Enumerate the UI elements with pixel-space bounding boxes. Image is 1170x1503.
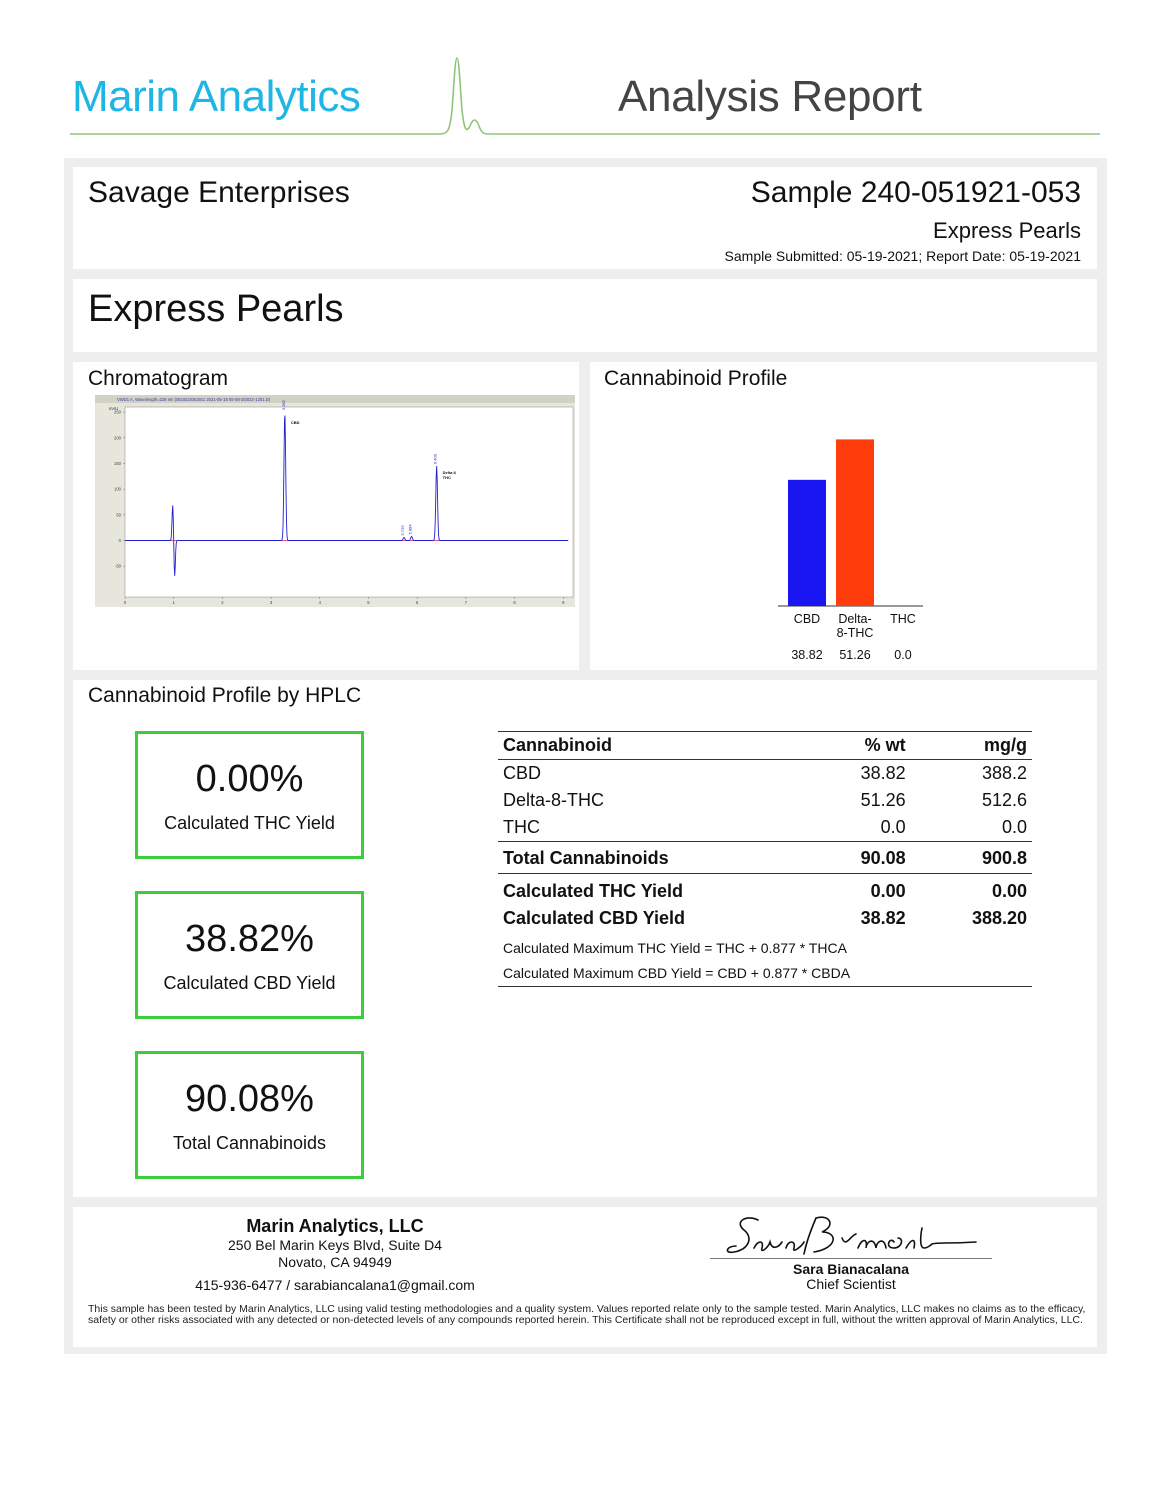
profile-value-label: 51.26 <box>839 648 871 662</box>
col-header-cannabinoid: Cannabinoid <box>498 732 808 760</box>
signature-line <box>710 1258 992 1259</box>
chromatogram-x-tick-label: 8 <box>513 600 516 605</box>
client-name: Savage Enterprises <box>88 176 350 209</box>
col-header-pct-wt: % wt <box>808 732 911 760</box>
profile-value-label: 38.82 <box>791 648 823 662</box>
profile-bar <box>836 439 874 606</box>
table-row <box>498 814 1032 842</box>
profile-category-label: Delta- <box>838 612 872 626</box>
chromatogram-x-tick-label: 5 <box>367 600 370 605</box>
sample-product: Express Pearls <box>933 218 1081 243</box>
signature-image <box>706 1208 996 1263</box>
chromatogram-image <box>95 395 575 607</box>
chromatogram-plot-area <box>125 407 573 597</box>
disclaimer-text: This sample has been tested by Marin Analytics, LLC using valid testing methodologies and a quality system. Values reported relate only to the sample tested. Marin Analytics, LLC makes no claims as to the efficacy, safety or other risks associated with any detected or non-detected levels of any compounds reported herein. This Certificate shall not be reproduced except in full, without the written approval of Marin Analytics, LLC. <box>88 1303 1086 1326</box>
cell-yield-mg: 0.00 <box>991 881 1027 901</box>
hplc-results-table <box>498 731 1032 987</box>
cell-total-label: Total Cannabinoids <box>498 842 808 874</box>
cell-yield-label: Calculated CBD Yield <box>503 908 686 928</box>
profile-category-label: THC <box>890 612 916 626</box>
chromatogram-y-tick-label: 150 <box>114 460 121 466</box>
table-row <box>498 760 1032 788</box>
kpi-value: 38.82% <box>185 918 314 960</box>
signer-title: Chief Scientist <box>806 1276 896 1292</box>
chromatogram-peak-rt: 5.729 <box>399 525 405 536</box>
kpi-label: Calculated THC Yield <box>164 813 335 833</box>
cell-total-mg: 900.8 <box>911 842 1032 874</box>
cell-yield-label: Calculated THC Yield <box>503 881 684 901</box>
chromatogram-x-tick-label: 1 <box>172 600 175 605</box>
report-title: Analysis Report <box>618 72 922 121</box>
kpi-thc-yield <box>135 731 364 859</box>
chromatogram-y-tick-label: 200 <box>114 435 121 441</box>
cell-pct-wt: 51.26 <box>860 790 906 810</box>
formula-note: Calculated Maximum THC Yield = THC + 0.877 * THCA <box>503 940 847 956</box>
sample-id: Sample 240-051921-053 <box>750 176 1081 209</box>
chromatogram-x-tick-label: 7 <box>464 600 468 605</box>
profile-category-label: 8-THC <box>836 626 874 640</box>
cell-cannabinoid: THC <box>503 817 540 837</box>
brand-logo-text: Marin Analytics <box>72 72 361 121</box>
cell-yield-pct: 38.82 <box>860 908 906 928</box>
table-note-row <box>498 961 1032 987</box>
chromatogram-y-tick-label: 250 <box>114 409 121 415</box>
cannabinoid-profile-chart <box>760 395 960 670</box>
kpi-value: 90.08% <box>185 1078 314 1120</box>
footer-address-1: 250 Bel Marin Keys Blvd, Suite D4 <box>228 1237 442 1253</box>
chromatogram-x-tick-label: 4 <box>318 600 321 605</box>
cell-pct-wt: 0.0 <box>880 817 906 837</box>
cell-mg-g: 512.6 <box>981 790 1027 810</box>
chromatogram-peak-rt: 6.400 <box>432 454 438 465</box>
cell-total-pct: 90.08 <box>808 842 911 874</box>
chromatogram-y-tick-label: 0 <box>118 538 121 544</box>
chromatogram-x-tick-label: 0 <box>123 600 127 605</box>
cell-yield-pct: 0.00 <box>870 881 906 901</box>
kpi-cbd-yield <box>135 891 364 1019</box>
footer-address-2: Novato, CA 94949 <box>278 1254 392 1270</box>
chromatogram-peak-rt: 5.884 <box>407 524 413 535</box>
kpi-label: Calculated CBD Yield <box>163 973 336 993</box>
hplc-title: Cannabinoid Profile by HPLC <box>88 684 362 707</box>
cell-mg-g: 0.0 <box>1001 817 1027 837</box>
profile-value-label: 0.0 <box>894 648 912 662</box>
chromatogram-y-tick-label: 100 <box>114 486 121 492</box>
kpi-total-cannabinoids <box>135 1051 364 1179</box>
chromatogram-peak-label: Delta 8 <box>442 470 456 476</box>
footer-company: Marin Analytics, LLC <box>246 1216 424 1236</box>
profile-bar <box>788 480 826 606</box>
col-header-mg-g: mg/g <box>911 732 1032 760</box>
cell-cannabinoid: Delta-8-THC <box>503 790 605 810</box>
kpi-value: 0.00% <box>195 758 304 800</box>
chromatogram-x-tick-label: 9 <box>562 600 565 605</box>
chromatogram-title: Chromatogram <box>88 367 229 390</box>
table-note-row <box>498 932 1032 961</box>
table-row <box>498 787 1032 814</box>
chromatogram-y-tick-label: -50 <box>114 563 121 569</box>
cell-pct-wt: 38.82 <box>860 763 906 783</box>
chromatogram-x-tick-label: 3 <box>269 600 273 605</box>
chromatogram-y-tick-label: 50 <box>116 512 121 518</box>
kpi-label: Total Cannabinoids <box>172 1133 327 1153</box>
cell-cannabinoid: CBD <box>503 763 542 783</box>
table-yield-row <box>498 905 1032 932</box>
table-header-row <box>498 732 1032 760</box>
cell-mg-g: 388.2 <box>981 763 1027 783</box>
table-total-row <box>498 842 1032 874</box>
profile-category-label: CBD <box>793 612 821 626</box>
footer-contact: 415-936-6477 / sarabiancalana1@gmail.com <box>195 1277 475 1293</box>
table-yield-row <box>498 874 1032 906</box>
chromatogram-peak-label: THC <box>442 475 451 481</box>
signer-name: Sara Bianacalana <box>793 1261 909 1277</box>
chromatogram-peak-label: CBD <box>290 420 300 426</box>
chromatogram-x-tick-label: 2 <box>221 600 224 605</box>
chromatogram-unit: mAU <box>109 406 119 411</box>
product-title: Express Pearls <box>88 288 344 330</box>
sample-dates: Sample Submitted: 05-19-2021; Report Date: 05-19-2021 <box>724 248 1081 264</box>
chromatogram-header-text: VWD1 A, Wavelength=228 nm (051921\051921 2021-05-19 05-58-25\022-1201.D) <box>117 397 271 402</box>
profile-title: Cannabinoid Profile <box>604 367 788 390</box>
chromatogram-x-tick-label: 6 <box>416 600 419 605</box>
cell-yield-mg: 388.20 <box>971 908 1027 928</box>
chromatogram-peak-rt: 3.282 <box>280 400 286 411</box>
formula-note: Calculated Maximum CBD Yield = CBD + 0.877 * CBDA <box>498 961 1032 987</box>
